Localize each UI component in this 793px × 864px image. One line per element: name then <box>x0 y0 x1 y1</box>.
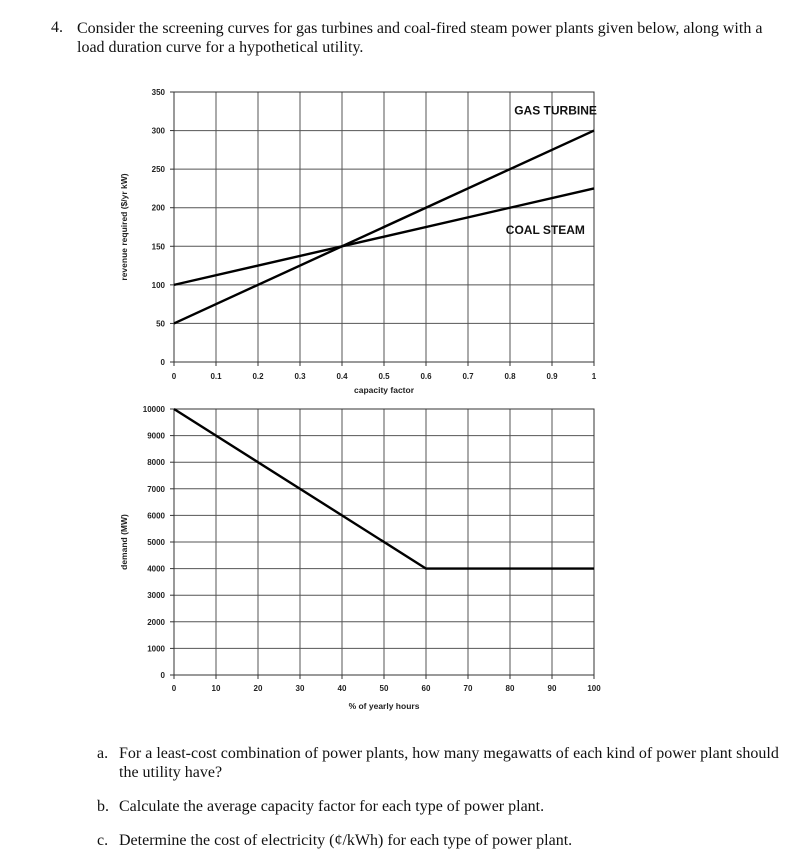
chart2-y-tick-label: 3000 <box>147 591 165 601</box>
gas-turbine-label: GAS TURBINE <box>514 103 597 118</box>
chart2-y-tick-label: 7000 <box>147 484 165 494</box>
chart2-x-tick-label: 100 <box>587 684 601 693</box>
part-b-label: b. <box>97 798 109 815</box>
chart2-x-tick-label: 70 <box>463 684 473 693</box>
chart1-y-axis-label: revenue required ($/yr kW) <box>119 173 129 281</box>
chart2-x-tick-label: 0 <box>171 684 177 693</box>
chart2-x-tick-label: 80 <box>505 684 515 693</box>
chart2-x-tick-label: 90 <box>547 684 557 693</box>
chart2-y-tick-label: 5000 <box>147 538 165 547</box>
chart1-y-tick-label: 150 <box>151 242 165 252</box>
chart1-y-tick-label: 100 <box>151 280 165 290</box>
chart2-x-axis-label: % of yearly hours <box>348 701 420 711</box>
chart2-y-tick-label: 10000 <box>142 405 165 414</box>
part-c-text: Determine the cost of electricity (¢/kWh) for each type of power plant. <box>119 832 573 849</box>
chart1-x-tick-label: 0.7 <box>462 372 474 381</box>
chart1-y-tick-label: 0 <box>160 358 165 367</box>
chart2-y-tick-label: 4000 <box>147 564 165 574</box>
chart2-y-tick-label: 2000 <box>147 617 165 627</box>
part-a-text: For a least-cost combination of power plants, how many megawatts of each kind of power plant should the utility have? <box>119 745 779 781</box>
chart2-x-tick-label: 20 <box>253 684 263 693</box>
question-text: Consider the screening curves for gas turbines and coal-fired steam power plants given below, along with a load duration curve for a hypothetical utility. <box>77 20 763 56</box>
coal-steam-label: COAL STEAM <box>505 222 585 237</box>
screening-curve-chart <box>119 88 597 395</box>
chart1-x-tick-label: 0.1 <box>210 372 222 381</box>
chart1-x-tick-label: 1 <box>591 372 597 381</box>
chart2-y-tick-label: 6000 <box>147 511 165 521</box>
question-number: 4. <box>51 19 63 36</box>
chart2-y-tick-label: 0 <box>160 671 165 680</box>
chart1-y-tick-label: 250 <box>151 165 165 175</box>
chart1-x-tick-label: 0.6 <box>420 372 432 381</box>
chart2-y-tick-label: 1000 <box>147 644 165 654</box>
part-c-label: c. <box>97 832 109 849</box>
chart2-x-tick-label: 60 <box>421 684 431 693</box>
chart1-x-tick-label: 0.4 <box>336 372 348 381</box>
chart1-x-tick-label: 0.5 <box>378 372 390 381</box>
chart1-y-tick-label: 300 <box>151 126 165 136</box>
load-duration-chart <box>119 405 601 711</box>
chart1-x-tick-label: 0.2 <box>252 372 264 381</box>
chart2-x-tick-label: 50 <box>379 684 389 693</box>
chart1-x-tick-label: 0.8 <box>504 372 516 381</box>
chart1-x-tick-label: 0.3 <box>294 372 306 381</box>
chart2-x-tick-label: 30 <box>295 684 305 693</box>
chart2-y-tick-label: 9000 <box>147 431 165 441</box>
chart1-x-axis-label: capacity factor <box>354 385 414 395</box>
chart2-x-tick-label: 40 <box>337 684 347 693</box>
chart1-x-tick-label: 0.9 <box>546 372 558 381</box>
chart2-y-tick-label: 8000 <box>147 458 165 468</box>
part-a-label: a. <box>97 745 109 762</box>
chart1-x-tick-label: 0 <box>171 372 177 381</box>
part-b-text: Calculate the average capacity factor for each type of power plant. <box>119 798 545 815</box>
chart1-y-tick-label: 50 <box>156 319 165 329</box>
chart2-x-tick-label: 10 <box>211 684 221 693</box>
chart2-y-axis-label: demand (MW) <box>119 514 129 570</box>
chart1-y-tick-label: 200 <box>151 203 165 213</box>
chart1-y-tick-label: 350 <box>151 88 165 97</box>
